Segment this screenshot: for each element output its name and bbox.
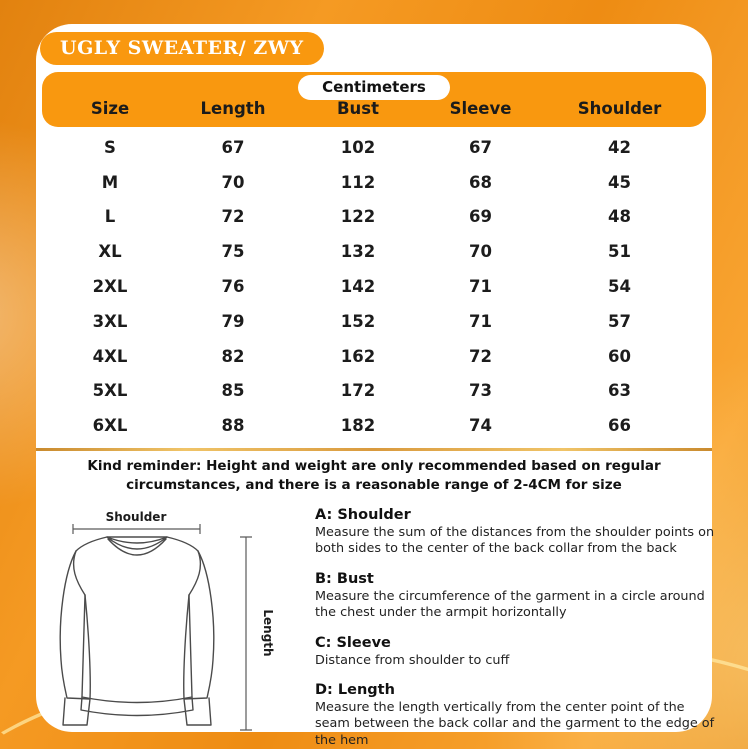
cell-size: 5XL xyxy=(92,381,128,401)
table-header-row xyxy=(42,99,706,118)
shoulder-measure-arrow xyxy=(73,524,200,534)
guide-item-shoulder xyxy=(315,507,715,558)
cell-size: S xyxy=(104,137,116,157)
cell-size: M xyxy=(101,172,119,192)
cell-size: 3XL xyxy=(92,311,128,331)
cell-sleeve: 71 xyxy=(469,311,492,331)
cell-bust: 122 xyxy=(340,207,376,227)
cell-sleeve: 67 xyxy=(469,137,492,157)
cell-shoulder: 60 xyxy=(608,346,631,366)
column-header-length: Length xyxy=(200,99,266,118)
cell-shoulder: 66 xyxy=(608,416,631,436)
shoulder-measure-label: Shoulder xyxy=(105,510,167,524)
cell-size: L xyxy=(104,207,116,227)
column-header-bust: Bust xyxy=(336,99,380,118)
cell-length: 85 xyxy=(221,381,245,401)
cell-shoulder: 63 xyxy=(608,381,631,401)
guide-description: Measure the length vertically from the center point of the seam between the back collar and the garment to the edge of the hem xyxy=(315,699,715,748)
cell-size: 6XL xyxy=(92,416,128,436)
cell-length: 88 xyxy=(221,416,245,436)
cell-length: 82 xyxy=(221,346,245,366)
guide-title: B: Bust xyxy=(315,570,374,587)
cell-shoulder: 54 xyxy=(608,277,631,297)
cell-length: 75 xyxy=(221,242,245,262)
cell-size: 4XL xyxy=(92,346,128,366)
cell-length: 70 xyxy=(221,172,245,192)
cell-size: XL xyxy=(98,242,122,262)
cell-size: 2XL xyxy=(92,277,128,297)
guide-description: Distance from shoulder to cuff xyxy=(315,652,510,668)
unit-pill: Centimeters xyxy=(298,75,450,100)
size-chart-card xyxy=(36,24,715,748)
cell-length: 67 xyxy=(221,137,245,157)
kind-reminder-text: Kind reminder: Height and weight are only recommended based on regular circumstances, and there is a reasonable range of 2-4CM for size xyxy=(87,458,661,493)
cell-length: 72 xyxy=(221,207,245,227)
guide-description: Measure the circumference of the garment in a circle around the chest under the armpit horizontally xyxy=(315,588,705,621)
column-header-size: Size xyxy=(90,99,130,118)
table-row xyxy=(42,234,706,269)
table-row xyxy=(42,269,706,304)
cell-shoulder: 57 xyxy=(608,311,631,331)
cell-sleeve: 70 xyxy=(469,242,492,262)
column-header-shoulder: Shoulder xyxy=(577,99,662,118)
length-measure-label: Length xyxy=(261,609,275,657)
divider-line xyxy=(36,448,712,451)
cell-sleeve: 72 xyxy=(469,346,492,366)
cell-bust: 142 xyxy=(340,277,376,297)
cell-bust: 102 xyxy=(340,137,376,157)
table-row xyxy=(42,374,706,409)
cell-shoulder: 51 xyxy=(608,242,631,262)
table-row xyxy=(42,304,706,339)
guide-item-bust xyxy=(315,571,715,622)
cell-sleeve: 68 xyxy=(469,172,492,192)
cell-sleeve: 73 xyxy=(469,381,492,401)
product-title: UGLY SWEATER/ ZWY xyxy=(60,37,304,59)
cell-bust: 132 xyxy=(340,242,376,262)
cell-bust: 162 xyxy=(340,346,376,366)
cell-bust: 172 xyxy=(340,381,376,401)
cell-shoulder: 42 xyxy=(608,137,631,157)
sweater-body xyxy=(74,537,201,703)
guide-title: A: Shoulder xyxy=(315,507,411,523)
cell-length: 76 xyxy=(221,277,245,297)
guide-title: D: Length xyxy=(315,681,395,698)
cell-bust: 152 xyxy=(340,311,376,331)
guide-description: Measure the sum of the distances from the shoulder points on both sides to the center of the back collar from the back xyxy=(315,525,715,557)
table-row xyxy=(42,200,706,235)
table-row xyxy=(42,339,706,374)
sweater-diagram xyxy=(50,505,300,749)
table-row xyxy=(42,408,706,443)
table-row xyxy=(42,165,706,200)
length-measure-arrow xyxy=(240,537,252,730)
cell-bust: 112 xyxy=(340,172,376,192)
cell-shoulder: 45 xyxy=(608,172,631,192)
cell-sleeve: 69 xyxy=(469,207,492,227)
cell-sleeve: 71 xyxy=(469,277,492,297)
product-title-badge xyxy=(40,32,324,65)
cell-sleeve: 74 xyxy=(469,416,492,436)
guide-item-length xyxy=(315,682,715,749)
size-table-body xyxy=(42,130,706,443)
measurement-guide xyxy=(315,507,715,749)
guide-item-sleeve xyxy=(315,635,715,669)
guide-title: C: Sleeve xyxy=(315,634,391,651)
cell-shoulder: 48 xyxy=(608,207,631,227)
table-row xyxy=(42,130,706,165)
table-header-band xyxy=(42,72,706,127)
cell-length: 79 xyxy=(221,311,245,331)
column-header-sleeve: Sleeve xyxy=(449,99,512,118)
cell-bust: 182 xyxy=(340,416,376,436)
